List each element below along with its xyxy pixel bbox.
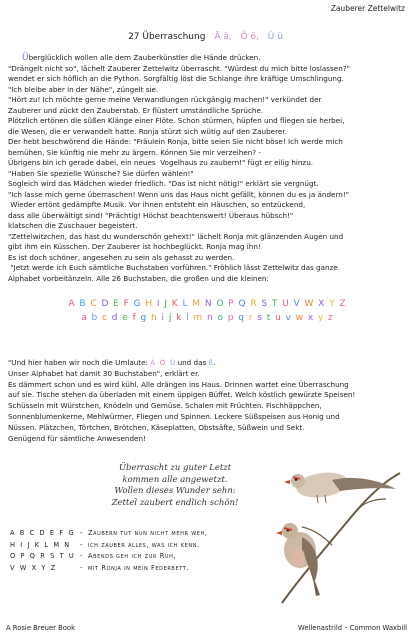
alphabet-letter-lower: x [307, 313, 314, 323]
alphabet-letter-lower: g [140, 313, 147, 323]
alphabet-letter-lower: m [193, 313, 203, 323]
story-line: bemühen, Sie künftig nie mehr zu ärgern. Können Sie mir verzeihen? - [8, 147, 261, 157]
story-line: dass alle überwältigt sind! "Prächtig! Höchst beachtenswert! Überaus hübsch!" [8, 210, 294, 220]
alphabet-letter-lower: l [186, 313, 189, 323]
rhyme-row: H I J K L M N - ich zauber alles, was ich kenn. [10, 540, 208, 552]
alphabet-letter-upper: H [145, 299, 153, 309]
alphabet-rhyme [10, 528, 208, 574]
story-line: Sonnenblumenkerne, Mehlwürmer, Fliegen und Spinnen. Leckere Süßspeisen aus Honig und [8, 411, 340, 421]
alphabet-letter-upper: P [228, 299, 234, 309]
alphabet-letter-lower: c [102, 313, 107, 323]
footer-right: Wellenastrild – Common Waxbill [298, 624, 407, 632]
rhyme-letters: V W X Y Z [10, 563, 57, 572]
story-line: Der hebt beschwörend die Hände: "Fräulein Ronja, bitte seien Sie nicht böse! Ich werde mich [8, 137, 343, 146]
alphabet-letter-lower: b [91, 313, 98, 323]
story-line: Es dämmert schon und es wird kühl. Alle drängen ins Haus. Drinnen wartet eine Überraschung [8, 379, 349, 389]
alphabet-letter-lower: e [122, 313, 128, 323]
alphabet-letter-upper: M [192, 299, 201, 309]
umlaut-a: Ä [150, 358, 156, 367]
alphabet-letter-lower: q [238, 313, 244, 323]
story-line: Alphabet vorbeitänzeln. Alle 26 Buchstaben, die großen und die kleinen: [8, 273, 269, 283]
story-line: Sogleich wird das Mädchen wieder friedlich. "Das ist nicht nötig!" erklärt sie vergnügt. [8, 179, 319, 188]
rhyme-row: A B C D E F G - Zaubern tut nun nicht mehr weh, [10, 528, 208, 540]
poem-line: Wollen dieses Wunder sehn: [114, 486, 236, 496]
story-first-line-rest: berglücklich wollen alle dem Zauberkünstler die Hände drücken. [28, 53, 261, 62]
alphabet-letter-upper: D [101, 299, 109, 309]
alphabet-letter-lower: v [285, 313, 291, 323]
story-line: "Hört zu! Ich möchte gerne meine Verwandlungen rückgängig machen!" verkündet der [8, 95, 322, 104]
umlaut-line-mid: und das [175, 358, 209, 367]
header-title: Zauberer Zettelwitz [330, 4, 405, 13]
chapter-heading [0, 32, 414, 42]
story-line: die Wesen, die er verwandelt hatte. Ronja stürzt sich wütig auf den Zauberer. [8, 126, 287, 136]
chapter-umlaut-o: Ö ö, [240, 32, 259, 42]
alphabet-letter-lower: o [217, 313, 223, 323]
story-line: "Haben Sie spezielle Wünsche? Sie dürfen wählen!" [8, 168, 194, 178]
alphabet-letter-lower: h [151, 313, 157, 323]
alphabet-letter-upper: R [250, 299, 257, 309]
story-text [8, 53, 408, 284]
story-continuation [8, 358, 408, 444]
rhyme-letters: H I J K L M N [10, 540, 71, 549]
waxbill-birds-illustration [262, 455, 402, 605]
chapter-title: 27 Überraschung [128, 32, 206, 42]
alphabet-letter-lower: a [81, 313, 87, 323]
alphabet-letter-lower: p [227, 313, 234, 323]
alphabet-letter-lower: d [111, 313, 118, 323]
story-first-line [8, 53, 408, 64]
eszett-letter: ß [208, 358, 214, 367]
story-line: Wieder ertönt gedämpfte Musik. Vor ihnen entsteht ein Häuschen, so entzückend, [8, 200, 306, 209]
alphabet-letter-upper: B [79, 299, 86, 309]
alphabet-letter-lower: f [132, 313, 136, 323]
umlaut-u: Ü [170, 358, 176, 367]
alphabet-letter-lower: i [161, 313, 165, 323]
dropcap-letter: Ü [22, 53, 29, 63]
chapter-umlaut-a: Ä ä, [214, 32, 232, 42]
umlaut-o: Ö [159, 358, 166, 367]
alphabet-letter-lower: y [317, 313, 324, 323]
story-line: gibt ihm ein Küsschen. Der Zauberer ist hochbeglückt. Ronja mag ihn! [8, 242, 261, 251]
alphabet-letter-lower: j [168, 313, 172, 323]
poem [100, 463, 250, 509]
poem-line: Überrascht zu guter Letzt [118, 463, 232, 473]
story-line: Übrigens bin ich gerade dabei, ein neues Vogelhaus zu zaubern!" fügt er eilig hinzu. [8, 158, 314, 167]
rhyme-text: Abends geh ich zur Ruh, [88, 552, 177, 560]
alphabet-letter-upper: I [156, 299, 160, 309]
story-line: wendet er sich höflich an die Python. Sorgfältig löst die Schlange ihre kräftige Umschlingung. [8, 74, 344, 83]
alphabet-letter-upper: W [304, 299, 314, 309]
alphabet-letter-upper: J [164, 299, 168, 309]
alphabet-letter-upper: N [204, 299, 212, 309]
story-line: Nüssen. Plätzchen, Törtchen, Brötchen, Käseplatten, Obstsäfte, Süßwein und Sekt. [8, 422, 305, 432]
alphabet-letter-lower: k [176, 313, 182, 323]
story-line: "Ich lasse mich gerne überraschen! Wenn uns das Haus nicht gefällt, können du es ja ändern!" [8, 189, 350, 199]
alphabet-letter-upper: A [68, 299, 75, 309]
story-line: Es ist doch schöner, angesehen zu sein als gehasst zu werden. [8, 252, 235, 262]
story-line: Plötzlich ertönen die süßen Klänge einer Flöte. Schon stürmen, hüpfen und fliegen sie herbei, [8, 116, 345, 125]
alphabet-letter-lower: s [257, 313, 262, 323]
poem-line: kommen alle angewetzt. [122, 474, 228, 485]
alphabet-uppercase-row [0, 299, 414, 309]
rhyme-text: mit Ronja in mein Federbett. [88, 563, 190, 572]
rhyme-letters: A B C D E F G [10, 529, 76, 537]
story-continuation-lines [8, 369, 408, 445]
story-line: Genügend für sämtliche Anwesenden! [8, 433, 146, 443]
alphabet-letter-upper: K [171, 299, 178, 309]
rhyme-text: Zaubern tut nun nicht mehr weh, [88, 529, 208, 537]
alphabet-letter-upper: Y [329, 299, 335, 309]
story-line: "Jetzt werde ich Euch sämtliche Buchstaben vorführen." Fröhlich lässt Zettelwitz das ganze [8, 263, 338, 272]
umlaut-line-start: "Und hier haben wir noch die Umlaute: [8, 358, 151, 367]
alphabet-letter-lower: u [275, 313, 281, 323]
alphabet-letter-lower: w [295, 313, 304, 323]
footer-left: A Rosie Breuer Book [6, 624, 76, 632]
story-line: Zauberer und zückt den Zauberstab. Er flüstert umständliche Sprüche. [8, 105, 264, 115]
alphabet-letter-upper: U [282, 299, 289, 309]
story-lines [8, 64, 408, 285]
story-line: Unser Alphabet hat damit 30 Buchstaben", erklärt er. [8, 368, 200, 378]
alphabet-letter-upper: T [271, 299, 278, 309]
alphabet-letter-lower: r [248, 313, 253, 323]
umlaut-line [8, 358, 408, 369]
story-line: "Drängelt nicht so", lächelt Zauberer Zettelwitz überrascht. "Würdest du mich bitte loslassen?" [8, 63, 350, 73]
story-line: klatschen die Zuschauer begeistert. [8, 221, 138, 230]
chapter-umlauts [211, 32, 286, 42]
story-line: auf sie. Tische stehen da überladen mit einem üppigen Büffet. Welch köstlich gewürzte Speisen! [8, 390, 356, 400]
alphabet-letter-upper: L [182, 299, 188, 309]
story-line: Schüsseln mit Würstchen, Knödeln und Gemüse. Schalen mit Früchten. Fischhäppchen, [8, 401, 322, 411]
rhyme-text: ich zauber alles, was ich kenn. [88, 540, 200, 549]
story-line: "Zettelwitzchen, das hast du wunderschön gehext!" lächelt Ronja mit glänzenden Augen und [8, 231, 344, 241]
umlaut-line-end: . [213, 358, 216, 367]
alphabet-lowercase-row [0, 313, 414, 323]
alphabet-letter-upper: V [293, 299, 300, 309]
alphabet-letter-upper: X [318, 299, 325, 309]
rhyme-row: V W X Y Z - mit Ronja in mein Federbett. [10, 563, 208, 575]
poem-line: Zettel zaubert endlich schön! [111, 497, 239, 508]
alphabet-letter-lower: n [206, 313, 213, 323]
alphabet-letter-upper: O [216, 299, 224, 309]
rhyme-letters: O P Q R S T U [10, 552, 76, 560]
alphabet-letter-lower: z [328, 313, 333, 323]
rhyme-row: O P Q R S T U - Abends geh ich zur Ruh, [10, 551, 208, 563]
alphabet-letter-upper: S [261, 299, 268, 309]
alphabet-letter-lower: t [266, 313, 271, 323]
alphabet-letter-upper: F [123, 299, 129, 309]
story-line: "Ich bleibe aber in der Nähe", züngelt sie. [8, 84, 159, 94]
alphabet-letter-upper: E [113, 299, 119, 309]
alphabet-letter-upper: C [90, 299, 97, 309]
alphabet-letter-upper: Q [238, 299, 246, 309]
alphabet-letter-upper: Z [339, 299, 346, 309]
chapter-umlaut-u: Ü ü [267, 32, 283, 42]
alphabet-letter-upper: G [133, 299, 141, 309]
